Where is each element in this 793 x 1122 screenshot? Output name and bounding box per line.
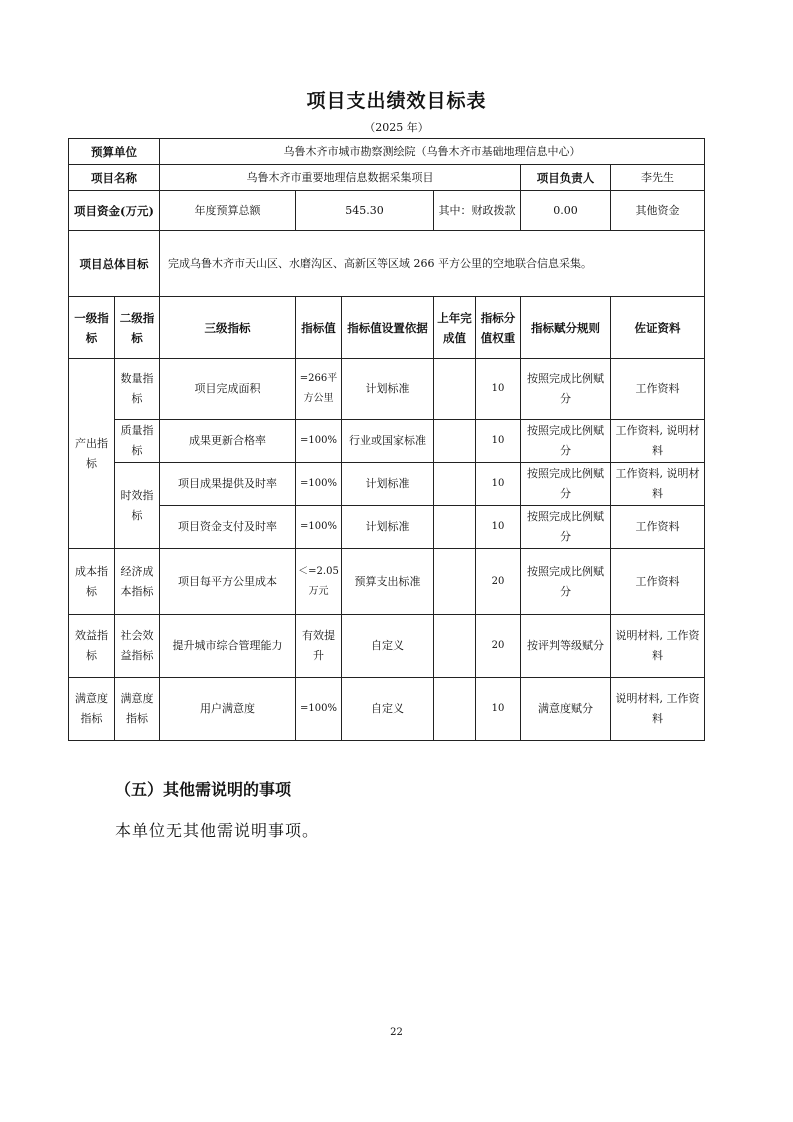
page-number: 22 [390, 1027, 403, 1038]
row-weight: 10 [476, 420, 521, 463]
row-basis: 行业或国家标准 [342, 420, 434, 463]
performance-table [68, 138, 705, 741]
project-leader-label: 项目负责人 [521, 165, 611, 191]
row-weight: 20 [476, 549, 521, 615]
row-rule: 按评判等级赋分 [521, 615, 611, 678]
row-level3: 项目资金支付及时率 [160, 506, 296, 549]
row-value: =100% [296, 420, 342, 463]
header-indicator-value: 指标值 [296, 297, 342, 359]
row-level3: 提升城市综合管理能力 [160, 615, 296, 678]
header-level1: 一级指标 [69, 297, 115, 359]
header-evidence: 佐证资料 [611, 297, 705, 359]
row-basis: 计划标准 [342, 506, 434, 549]
row-level3: 用户满意度 [160, 678, 296, 741]
table-row [69, 420, 705, 463]
header-scoring-rule: 指标赋分规则 [521, 297, 611, 359]
row-rule: 按照完成比例赋分 [521, 420, 611, 463]
overall-goal-value: 完成乌鲁木齐市天山区、水磨沟区、高新区等区域 266 平方公里的空地联合信息采集。 [160, 231, 705, 297]
row-value: =100% [296, 678, 342, 741]
table-row [69, 463, 705, 506]
row-evidence: 工作资料 [611, 506, 705, 549]
overall-goal-label: 项目总体目标 [69, 231, 160, 297]
row-value: ＜=2.05万元 [296, 549, 342, 615]
row-basis: 计划标准 [342, 359, 434, 420]
row-rule: 按照完成比例赋分 [521, 549, 611, 615]
row-previous [434, 615, 476, 678]
fiscal-appropriation-label: 其中：财政拨款 [434, 191, 521, 231]
table-row [69, 678, 705, 741]
group-benefit: 效益指标 [69, 615, 115, 678]
row-previous [434, 359, 476, 420]
table-row [69, 549, 705, 615]
annual-budget-label: 年度预算总额 [160, 191, 296, 231]
group-output: 产出指标 [69, 359, 115, 549]
fiscal-appropriation-value: 0.00 [521, 191, 611, 231]
row-rule: 满意度赋分 [521, 678, 611, 741]
row-evidence: 说明材料, 工作资料 [611, 615, 705, 678]
row-value: =100% [296, 506, 342, 549]
table-row [69, 615, 705, 678]
row-value: 有效提升 [296, 615, 342, 678]
row-weight: 10 [476, 463, 521, 506]
project-name-label: 项目名称 [69, 165, 160, 191]
row-value: =266平方公里 [296, 359, 342, 420]
header-weight: 指标分值权重 [476, 297, 521, 359]
section-heading: （五）其他需说明的事项 [115, 780, 292, 799]
row-basis: 自定义 [342, 678, 434, 741]
row-previous [434, 420, 476, 463]
annual-budget-value: 545.30 [296, 191, 434, 231]
level2-quantity: 数量指标 [115, 359, 160, 420]
project-name-value: 乌鲁木齐市重要地理信息数据采集项目 [160, 165, 521, 191]
row-weight: 10 [476, 359, 521, 420]
row-value: =100% [296, 463, 342, 506]
row-rule: 按照完成比例赋分 [521, 359, 611, 420]
section-body: 本单位无其他需说明事项。 [115, 821, 320, 840]
row-weight: 10 [476, 506, 521, 549]
row-evidence: 工作资料, 说明材料 [611, 463, 705, 506]
row-rule: 按照完成比例赋分 [521, 506, 611, 549]
row-basis: 自定义 [342, 615, 434, 678]
page-title: 项目支出绩效目标表 [306, 90, 487, 112]
row-evidence: 工作资料, 说明材料 [611, 420, 705, 463]
header-basis: 指标值设置依据 [342, 297, 434, 359]
header-level3: 三级指标 [160, 297, 296, 359]
project-leader-value: 李先生 [611, 165, 705, 191]
level2-timeliness: 时效指标 [115, 463, 160, 549]
row-level3: 成果更新合格率 [160, 420, 296, 463]
budget-unit-value: 乌鲁木齐市城市勘察测绘院（乌鲁木齐市基础地理信息中心） [160, 139, 705, 165]
row-evidence: 工作资料 [611, 549, 705, 615]
table-year: （2025 年） [364, 121, 429, 134]
project-fund-label: 项目资金(万元) [69, 191, 160, 231]
table-row [69, 506, 705, 549]
group-satisfaction: 满意度指标 [69, 678, 115, 741]
row-previous [434, 678, 476, 741]
header-previous-value: 上年完成值 [434, 297, 476, 359]
table-row [69, 359, 705, 420]
level2-economic: 经济成本指标 [115, 549, 160, 615]
level2-quality: 质量指标 [115, 420, 160, 463]
level2-satisfaction: 满意度指标 [115, 678, 160, 741]
row-evidence: 工作资料 [611, 359, 705, 420]
header-level2: 二级指标 [115, 297, 160, 359]
other-funds-label: 其他资金 [611, 191, 705, 231]
row-previous [434, 506, 476, 549]
row-rule: 按照完成比例赋分 [521, 463, 611, 506]
group-cost: 成本指标 [69, 549, 115, 615]
row-basis: 计划标准 [342, 463, 434, 506]
level2-social: 社会效益指标 [115, 615, 160, 678]
budget-unit-label: 预算单位 [69, 139, 160, 165]
row-level3: 项目成果提供及时率 [160, 463, 296, 506]
row-weight: 10 [476, 678, 521, 741]
row-weight: 20 [476, 615, 521, 678]
row-evidence: 说明材料, 工作资料 [611, 678, 705, 741]
row-previous [434, 463, 476, 506]
row-previous [434, 549, 476, 615]
row-level3: 项目完成面积 [160, 359, 296, 420]
row-level3: 项目每平方公里成本 [160, 549, 296, 615]
row-basis: 预算支出标准 [342, 549, 434, 615]
